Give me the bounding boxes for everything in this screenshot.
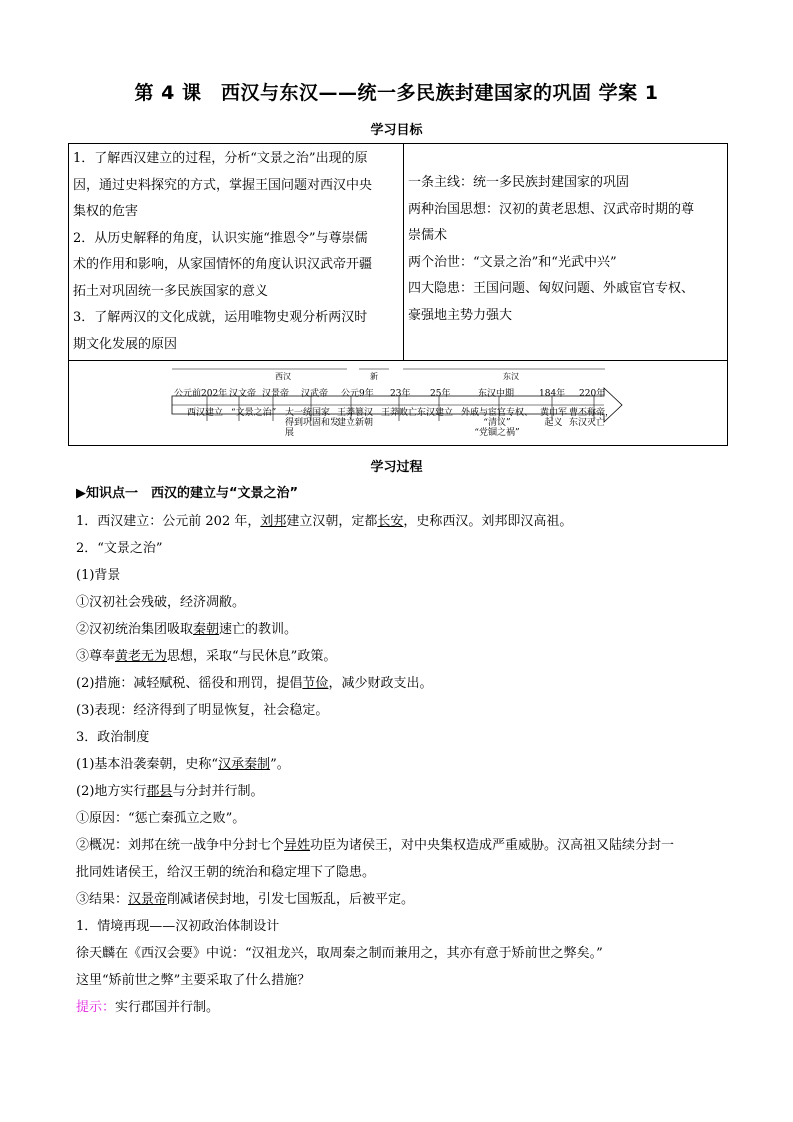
timeline-event: 曹丕称帝， 东汉灭亡: [569, 408, 615, 428]
text-line: (2)措施：减轻赋税、徭役和刑罚，提倡节俭，减少财政支出。: [76, 676, 433, 691]
text-line: (3)表现：经济得到了明显恢复，社会稳定。: [76, 703, 329, 718]
summary-line: 崇儒术: [408, 228, 448, 243]
timeline-year: 公元9年: [341, 389, 374, 399]
goals-table: [68, 143, 728, 446]
underlined-answer: 汉景帝: [128, 892, 168, 907]
timeline-year: 汉文帝: [229, 389, 257, 399]
goal-line: 2．从历史解释的角度，认识实施“推恩令”与尊崇儒: [73, 230, 368, 246]
timeline-cell: [69, 361, 728, 446]
goals-heading: 学习目标: [370, 123, 423, 138]
text-line: 批同姓诸侯王，给汉王朝的统治和稳定埋下了隐患。: [76, 865, 376, 880]
goal-line: 术的作用和影响，从家国情怀的角度认识汉武帝开疆: [73, 257, 373, 272]
text-line: ②汉初统治集团吸取秦朝速亡的教训。: [76, 622, 298, 637]
timeline-event: 东汉建立: [417, 408, 454, 418]
timeline-year: 东汉中期: [478, 389, 515, 399]
summary-line: 四大隐患：王国问题、匈奴问题、外戚宦官专权、: [408, 281, 695, 296]
timeline-event: 西汉建立: [187, 408, 224, 418]
text-line: 2．“文景之治”: [76, 541, 163, 556]
summary-line: 豪强地主势力强大: [408, 307, 513, 323]
timeline: [69, 361, 727, 445]
underlined-answer: 刘邦: [260, 514, 287, 529]
timeline-year: 25年: [430, 389, 451, 399]
text-line: 1．西汉建立：公元前 202 年，刘邦建立汉朝，定都长安，史称西汉。刘邦即汉高祖。: [76, 514, 573, 529]
goal-line: 1．了解西汉建立的过程，分析“文景之治”出现的原: [73, 151, 368, 166]
summary-line: 两种治国思想：汉初的黄老思想、汉武帝时期的尊: [408, 201, 695, 217]
underlined-answer: 节俭: [302, 676, 329, 691]
text-line: 3．政治制度: [76, 730, 150, 745]
text-line: ①汉初社会残破，经济凋敝。: [76, 595, 246, 610]
timeline-period: 东汉: [503, 372, 519, 381]
hint-label: 提示：: [76, 1000, 116, 1015]
timeline-event: 王莽败亡: [381, 408, 418, 418]
underlined-answer: 汉承秦制: [218, 757, 271, 772]
knowledge-point-title: ▶知识点一 西汉的建立与“文景之治”: [76, 486, 299, 501]
goals-left-cell: [69, 144, 404, 361]
text-line: 徐天麟在《西汉会要》中说：“汉祖龙兴，取周秦之制而兼用之，其亦有意于矫前世之弊矣。”: [76, 946, 603, 961]
underlined-answer: 黄老无为: [115, 649, 168, 664]
timeline-period: 新: [370, 372, 378, 381]
page-title: 第 4 课 西汉与东汉——统一多民族封建国家的巩固 学案 1: [134, 82, 659, 104]
timeline-year: 184年: [539, 389, 566, 399]
timeline-event: 大一统国家 得到巩固和发 展: [285, 408, 340, 438]
timeline-year: 公元前202年: [174, 389, 228, 399]
underlined-answer: 秦朝: [193, 622, 220, 637]
timeline-period: 西汉: [275, 372, 291, 381]
goal-line: 拓土对巩固统一多民族国家的意义: [73, 283, 269, 299]
goal-line: 3．了解两汉的文化成就，运用唯物史观分析两汉时: [73, 310, 368, 325]
text-line: (1)基本沿袭秦朝，史称“汉承秦制”。: [76, 757, 290, 772]
text-line: ①原因：“惩亡秦孤立之败”。: [76, 811, 246, 826]
timeline-year: 汉武帝: [301, 389, 329, 399]
text-line: (1)背景: [76, 568, 121, 583]
goal-line: 因，通过史料探究的方式，掌握王国问题对西汉中央: [73, 177, 373, 193]
text-line: ③结果：汉景帝削减诸侯封地，引发七国叛乱，后被平定。: [76, 892, 415, 907]
timeline-year: 汉景帝: [262, 389, 290, 399]
goal-line: 期文化发展的原因: [73, 336, 178, 352]
text-line: ②概况：刘邦在统一战争中分封七个异姓功臣为诸侯王，对中央集权造成严重威胁。汉高祖又陆续分封一: [76, 838, 675, 853]
timeline-event: 王莽篡汉 建立新朝: [337, 408, 374, 428]
text-line: 提示：实行郡国并行制。: [76, 1000, 220, 1015]
goals-right-cell: [404, 144, 728, 361]
underlined-answer: 异姓: [284, 838, 311, 853]
process-heading: 学习过程: [370, 460, 423, 475]
goal-line: 集权的危害: [73, 204, 139, 219]
underlined-answer: 郡县: [146, 784, 173, 799]
timeline-year: 23年: [390, 389, 411, 399]
text-line: ③尊奉黄老无为思想，采取“与民休息”政策。: [76, 649, 337, 664]
timeline-event: “文景之治”: [231, 408, 277, 418]
text-line: 1．情境再现——汉初政治体制设计: [76, 919, 280, 934]
underlined-answer: 长安: [377, 514, 404, 529]
summary-line: 两个治世：“文景之治”和“光武中兴”: [408, 254, 617, 270]
text-line: (2)地方实行郡县与分封并行制。: [76, 784, 264, 799]
timeline-year: 220年: [579, 389, 606, 399]
timeline-event: 黄巾军 起义: [540, 408, 568, 428]
summary-line: 一条主线：统一多民族封建国家的巩固: [408, 175, 630, 190]
text-line: 这里“矫前世之弊”主要采取了什么措施？: [76, 973, 311, 988]
timeline-event: 外戚与宦官专权、 “清议” “党锢之祸”: [461, 408, 534, 438]
